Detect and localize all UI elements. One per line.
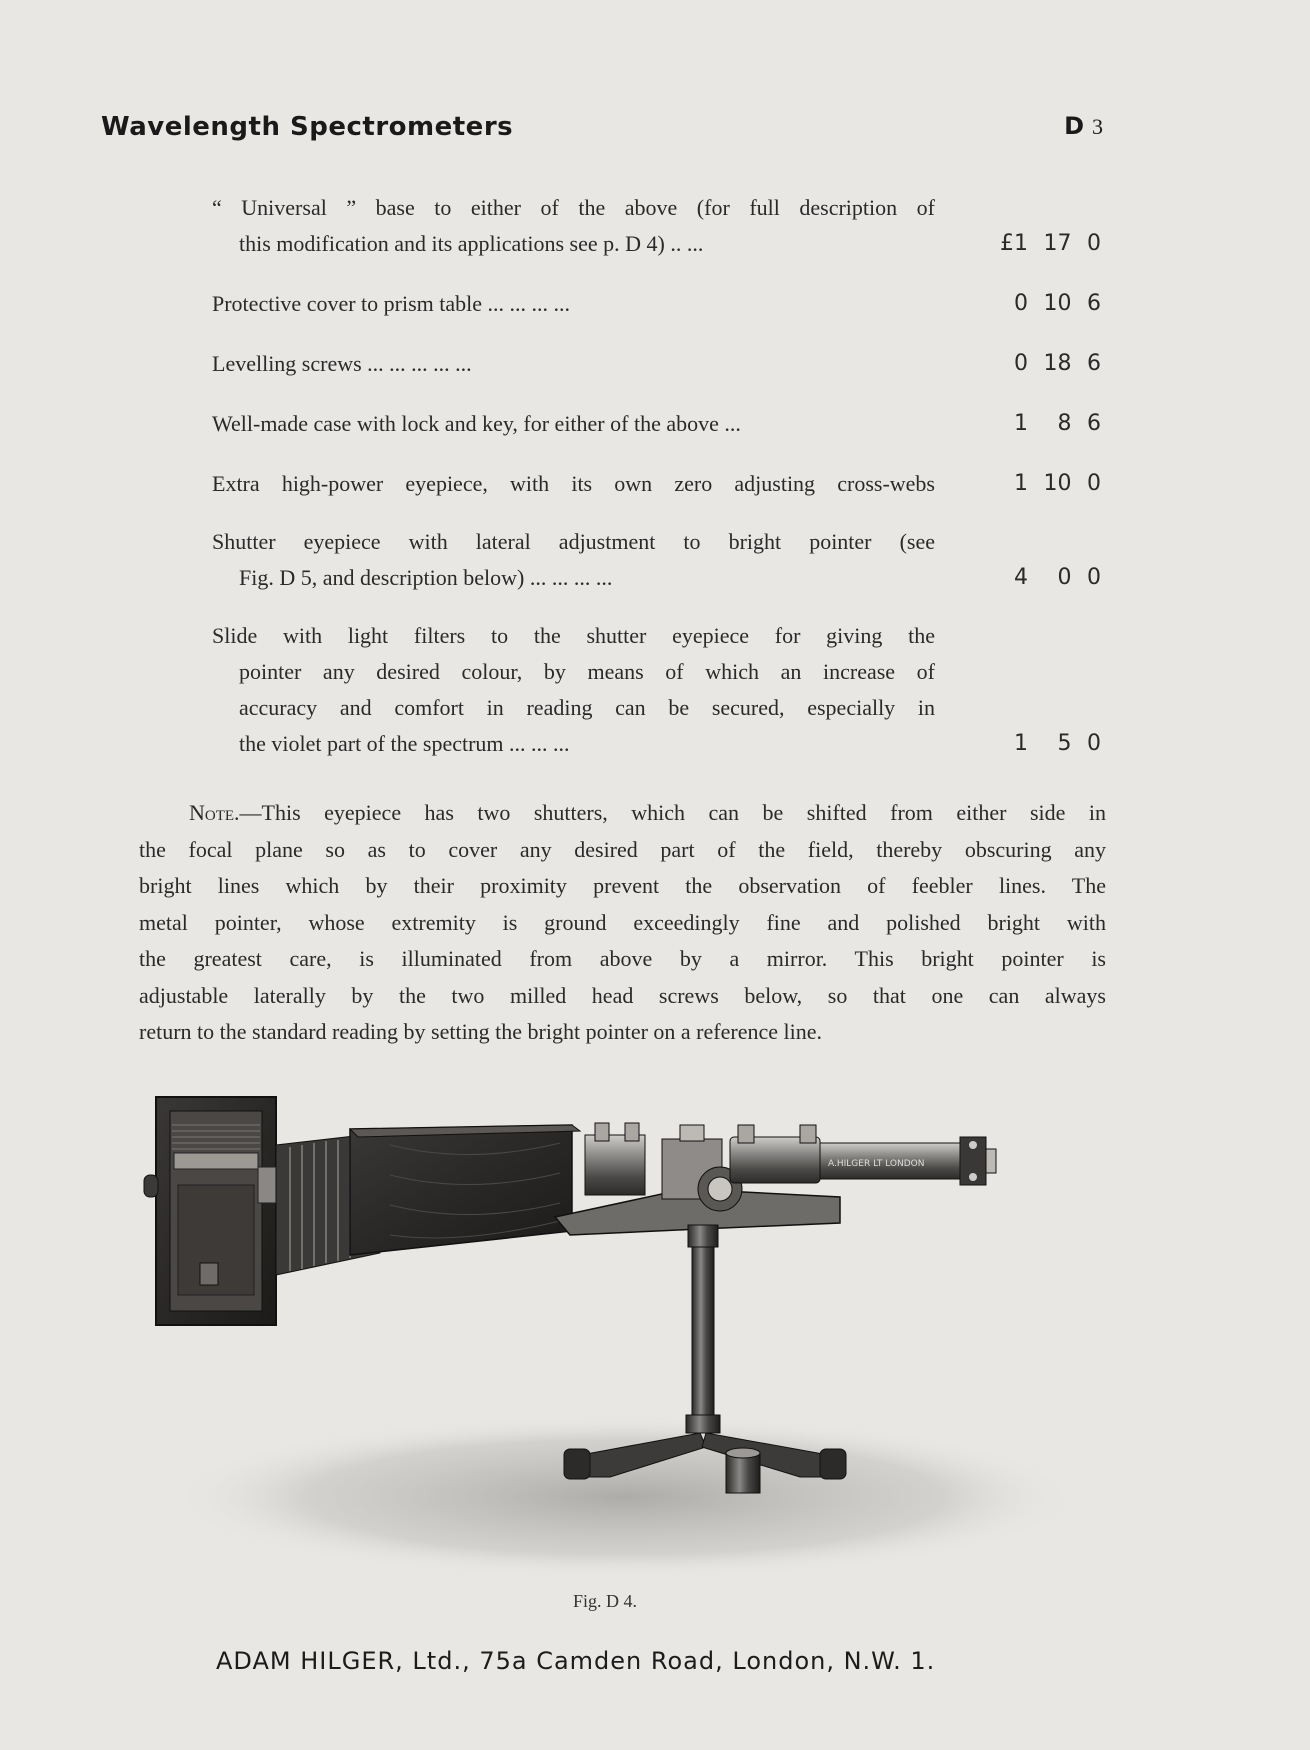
floor-shadow xyxy=(170,1415,1080,1579)
note-line: the focal plane so as to cover any desired part of the field, thereby obscuring any xyxy=(139,836,1106,862)
telescope-tube xyxy=(730,1125,996,1185)
note-line: adjustable laterally by the two milled head screws below, so that one can always xyxy=(139,982,1106,1008)
item-price xyxy=(976,560,1101,596)
price-pence: 6 xyxy=(1087,351,1101,376)
note-line: return to the standard reading by setting the bright pointer on a reference line. xyxy=(139,1019,822,1044)
price-pounds: £1 xyxy=(1000,231,1028,256)
price-pounds: 1 xyxy=(1014,471,1028,496)
price-pounds: 1 xyxy=(1014,731,1028,756)
item-price xyxy=(976,726,1101,762)
item-line: “ Universal ” base to either of the above (for full description of xyxy=(212,195,935,220)
price-shillings: 17 xyxy=(1043,231,1072,256)
item-description xyxy=(212,466,935,502)
item-description xyxy=(212,346,935,382)
price-list-item xyxy=(212,190,1112,262)
price-shillings: 10 xyxy=(1043,471,1072,496)
price-pounds: 0 xyxy=(1014,291,1028,316)
price-list-item xyxy=(212,466,1112,502)
item-description xyxy=(212,618,935,762)
item-line: Levelling screws ... ... ... ... ... xyxy=(212,351,472,376)
page-number-value: 3 xyxy=(1092,114,1103,139)
item-line: Slide with light filters to the shutter eyepiece for giving the xyxy=(212,623,935,648)
price-pence: 0 xyxy=(1087,471,1101,496)
price-pence: 0 xyxy=(1087,565,1101,590)
item-description xyxy=(212,286,935,322)
item-line: pointer any desired colour, by means of which an increase of xyxy=(239,659,935,684)
page-title: Wavelength Spectrometers xyxy=(101,112,514,142)
price-pounds: 4 xyxy=(1014,565,1028,590)
price-list-item xyxy=(212,524,1112,596)
item-price xyxy=(976,466,1101,502)
section-letter: D xyxy=(1064,112,1084,140)
note-line-text: —This eyepiece has two shutters, which can be shifted from either side in xyxy=(239,800,1106,825)
note-line: bright lines which by their proximity prevent the observation of feebler lines. The xyxy=(139,873,1106,898)
price-pence: 6 xyxy=(1087,411,1101,436)
item-line: Extra high-power eyepiece, with its own zero adjusting cross-webs xyxy=(212,471,935,496)
price-shillings: 18 xyxy=(1043,351,1072,376)
price-pence: 6 xyxy=(1087,291,1101,316)
item-line: Well-made case with lock and key, for either of the above ... xyxy=(212,411,741,436)
price-pence: 0 xyxy=(1087,731,1101,756)
price-list-item xyxy=(212,346,1112,382)
item-line: this modification and its applications see p. D 4) .. ... xyxy=(239,231,704,256)
note-line xyxy=(139,795,1106,832)
item-line: Shutter eyepiece with lateral adjustment to bright pointer (see xyxy=(212,529,935,554)
tube-inscription: A.HILGER LT LONDON xyxy=(828,1159,925,1169)
price-list xyxy=(212,190,1112,762)
item-price xyxy=(976,346,1101,382)
item-price xyxy=(976,226,1101,262)
item-price xyxy=(976,286,1101,322)
item-line: the violet part of the spectrum ... ... ... xyxy=(239,731,570,756)
price-shillings: 0 xyxy=(1057,565,1072,590)
price-shillings: 10 xyxy=(1043,291,1072,316)
collimator-box xyxy=(350,1125,580,1255)
item-description xyxy=(212,190,935,262)
item-line: Protective cover to prism table ... ... ... ... xyxy=(212,291,571,316)
spectrometer-illustration xyxy=(140,1085,1100,1585)
price-list-item xyxy=(212,286,1112,322)
price-list-item xyxy=(212,406,1112,442)
price-pounds: 1 xyxy=(1014,411,1028,436)
item-price xyxy=(976,406,1101,442)
price-pounds: 0 xyxy=(1014,351,1028,376)
note-line: metal pointer, whose extremity is ground exceedingly fine and polished bright with xyxy=(139,909,1106,935)
figure-caption: Fig. D 4. xyxy=(573,1591,638,1611)
note-paragraph xyxy=(139,795,1106,1051)
page-number xyxy=(1064,112,1103,140)
item-line: Fig. D 5, and description below) ... ... ... ... xyxy=(239,565,613,590)
item-line: accuracy and comfort in reading can be secured, especially in xyxy=(239,695,935,720)
price-pence: 0 xyxy=(1087,231,1101,256)
price-shillings: 8 xyxy=(1057,411,1072,436)
note-line: the greatest care, is illuminated from above by a mirror. This bright pointer is xyxy=(139,946,1106,971)
price-list-item xyxy=(212,618,1112,762)
item-description xyxy=(212,524,935,596)
publisher-footer: ADAM HILGER, Ltd., 75a Camden Road, London, N.W. 1. xyxy=(216,1647,936,1675)
item-description xyxy=(212,406,935,442)
price-shillings: 5 xyxy=(1057,731,1072,756)
note-lead: Note. xyxy=(189,800,240,825)
